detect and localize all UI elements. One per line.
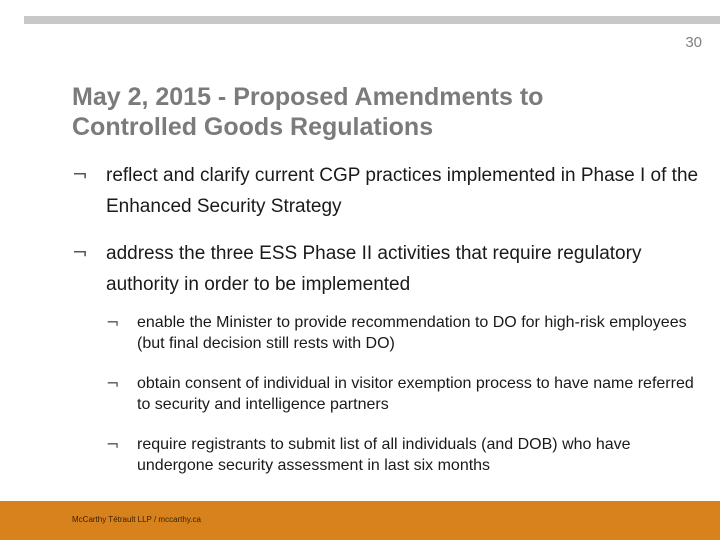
bullet-marker-icon: ¬ xyxy=(72,164,88,186)
bullet-marker-icon: ¬ xyxy=(72,242,88,264)
sub-bullet-text: obtain consent of individual in visitor exemption process to have name referred to security and intelligence partners xyxy=(137,375,694,413)
slide-title: May 2, 2015 - Proposed Amendments to Controlled Goods Regulations xyxy=(72,83,544,141)
bullet-text: reflect and clarify current CGP practices implemented in Phase I of the Enhanced Security Strategy xyxy=(106,165,699,217)
sub-bullet-list xyxy=(106,312,702,476)
bullet-item xyxy=(72,160,702,222)
bullet-list xyxy=(72,160,702,476)
sub-bullet-text: require registrants to submit list of all individuals (and DOB) who have undergone security assessment in last six months xyxy=(137,436,631,474)
bullet-text: address the three ESS Phase II activities that require regulatory authority in order to be implemented xyxy=(106,243,642,295)
sub-bullet-item xyxy=(106,373,702,415)
footer-text: McCarthy Tétrault LLP / mccarthy.ca xyxy=(72,515,201,524)
sub-bullet-text: enable the Minister to provide recommendation to DO for high-risk employees (but final decision still rests with DO) xyxy=(137,314,687,352)
footer-bar xyxy=(0,501,720,540)
top-rule xyxy=(24,16,720,24)
page-number: 30 xyxy=(685,34,702,51)
bullet-item xyxy=(72,238,702,476)
sub-bullet-marker-icon: ¬ xyxy=(106,435,120,454)
sub-bullet-item xyxy=(106,434,702,476)
sub-bullet-marker-icon: ¬ xyxy=(106,313,120,332)
sub-bullet-marker-icon: ¬ xyxy=(106,374,120,393)
sub-bullet-item xyxy=(106,312,702,354)
